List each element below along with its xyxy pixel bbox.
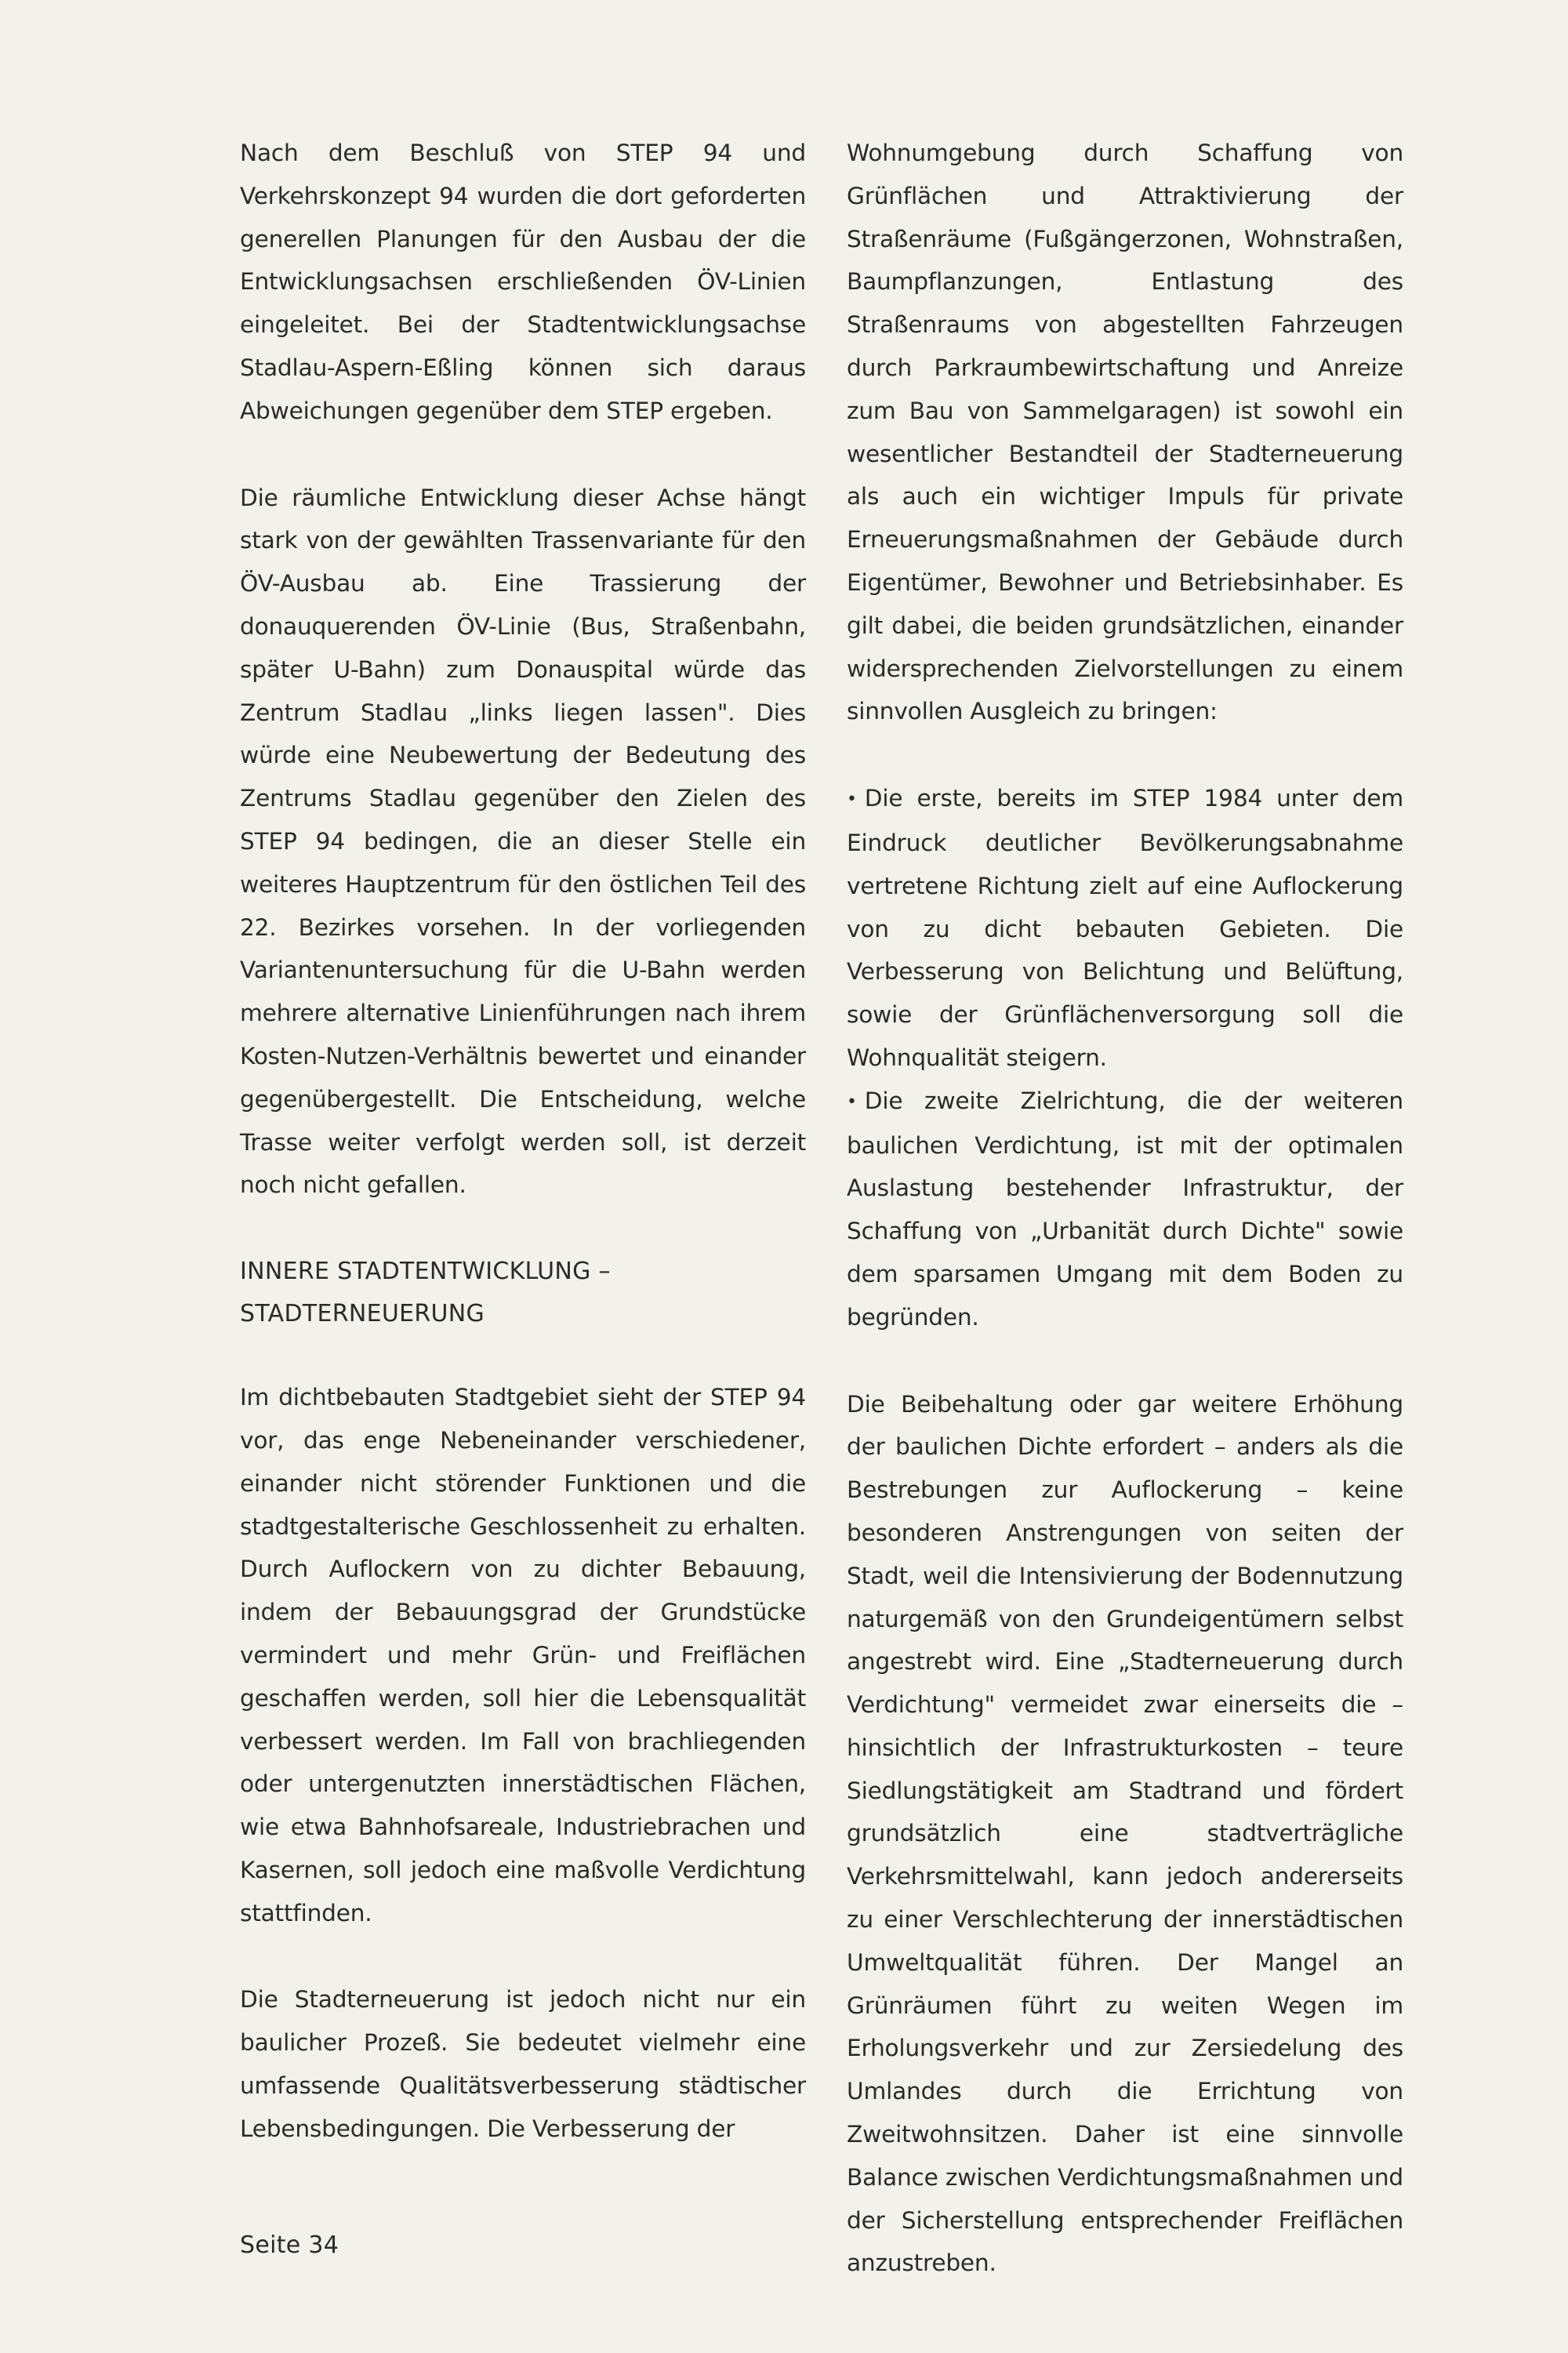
paragraph-dense-areas: Im dichtbebauten Stadtgebiet sieht der STEP 94 vor, das enge Nebeneinander verschiedener, einander nicht störender Funktionen und die stadtgestalterische Geschlossenheit zu erhalten. Durch Auflockern von zu dichter Bebauung, indem der Bebauungsgrad der Grundstücke vermindert und mehr Grün- und Freiflächen geschaffen werden, soll hier die Lebensqualität verbessert werden. Im Fall von brachliegenden oder untergenutzten innerstädtischen Flächen, wie etwa Bahnhofsareale, Industriebrachen und Kasernen, soll jedoch eine maßvolle Verdichtung stattfinden. (240, 1384, 806, 1926)
list-item (847, 1080, 1403, 1339)
section-heading-line1: INNERE STADTENTWICKLUNG – (240, 1258, 611, 1286)
section-heading-line2: STADTERNEUERUNG (240, 1300, 485, 1328)
page-number: Seite 34 (240, 2231, 339, 2259)
paragraph-density-balance: Die Beibehaltung oder gar weitere Erhöhung der baulichen Dichte erfordert – anders als die Bestrebungen zur Auflockerung – keine besonderen Anstrengungen von seiten der Stadt, weil die Intensivierung der Bodennutzung naturgemäß von den Grundeigentümern selbst angestrebt wird. Eine „Stadterneuerung durch Verdichtung" vermeidet zwar einerseits die – hinsichtlich der Infrastrukturkosten – teure Siedlungstätigkeit am Stadtrand und fördert grundsätzlich eine stadtverträgliche Verkehrsmittelwahl, kann jedoch andererseits zu einer Verschlechterung der innerstädtischen Umweltqualität führen. Der Mangel an Grünräumen führt zu weiten Wegen im Erholungsverkehr und zur Zersiedelung des Umlandes durch die Errichtung von Zweitwohnsitzen. Daher ist eine sinnvolle Balance zwischen Verdichtungsmaßnahmen und der Sicherstellung entsprechender Freiflächen anzustreben. (847, 1390, 1403, 2277)
bullet-icon: • (847, 790, 857, 810)
left-column (240, 132, 806, 2195)
paragraph-step94-planning: Nach dem Beschluß von STEP 94 und Verkehrskonzept 94 wurden die dort geforderten generellen Planungen für den Ausbau der die Entwicklungsachsen erschließenden ÖV-Linien eingeleitet. Bei der Stadtentwicklungsachse Stadlau-Aspern-Eßling können sich daraus Abweichungen gegenüber dem STEP ergeben. (240, 140, 806, 424)
list-item (847, 777, 1403, 1080)
bullet-icon: • (847, 1091, 857, 1112)
goal-list (847, 777, 1403, 1338)
paragraph-axis-development: Die räumliche Entwicklung dieser Achse hängt stark von der gewählten Trassenvariante für den ÖV-Ausbau ab. Eine Trassierung der donauquerenden ÖV-Linie (Bus, Straßenbahn, später U-Bahn) zum Donauspital würde das Zentrum Stadlau „links liegen lassen". Dies würde eine Neubewertung der Bedeutung des Zentrums Stadlau gegenüber den Zielen des STEP 94 bedingen, die an dieser Stelle ein weiteres Hauptzentrum für den östlichen Teil des 22. Bezirkes vorsehen. In der vorliegenden Variantenuntersuchung für die U-Bahn werden mehrere alternative Linienführungen nach ihrem Kosten-Nutzen-Verhältnis bewertet und einander gegenübergestellt. Die Entscheidung, welche Trasse weiter verfolgt werden soll, ist derzeit noch nicht gefallen. (240, 484, 806, 1199)
list-item-text: Die erste, bereits im STEP 1984 unter dem Eindruck deutlicher Bevölkerungsabnahme vertretene Richtung zielt auf eine Auflockerung von zu dicht bebauten Gebieten. Die Verbesserung von Belichtung und Belüftung, sowie der Grünflächenversorgung soll die Wohnqualität steigern. (847, 785, 1403, 1071)
list-item-text: Die zweite Zielrichtung, die der weiteren baulichen Verdichtung, ist mit der optimalen Auslastung bestehender Infrastruktur, der Schaffung von „Urbanität durch Dichte" sowie dem sparsamen Umgang mit dem Boden zu begründen. (847, 1087, 1403, 1331)
section-heading (240, 1251, 806, 1335)
paragraph-living-environment: Wohnumgebung durch Schaffung von Grünflächen und Attraktivierung der Straßenräume (Fußgängerzonen, Wohnstraßen, Baumpflanzungen, Entlastung des Straßenraums von abgestellten Fahrzeugen durch Parkraumbewirtschaftung und Anreize zum Bau von Sammelgaragen) ist sowohl ein wesentlicher Bestandteil der Stadterneuerung als auch ein wichtiger Impuls für private Erneuerungsmaßnahmen der Gebäude durch Eigentümer, Bewohner und Betriebsinhaber. Es gilt dabei, die beiden grundsätzlichen, einander widersprechenden Zielvorstellungen zu einem sinnvollen Ausgleich zu bringen: (847, 140, 1403, 725)
paragraph-urban-renewal: Die Stadterneuerung ist jedoch nicht nur ein baulicher Prozeß. Sie bedeutet vielmehr eine umfassende Qualitätsverbesserung städtischer Lebensbedingungen. Die Verbesserung der (240, 1986, 806, 2142)
right-column (847, 132, 1403, 2329)
